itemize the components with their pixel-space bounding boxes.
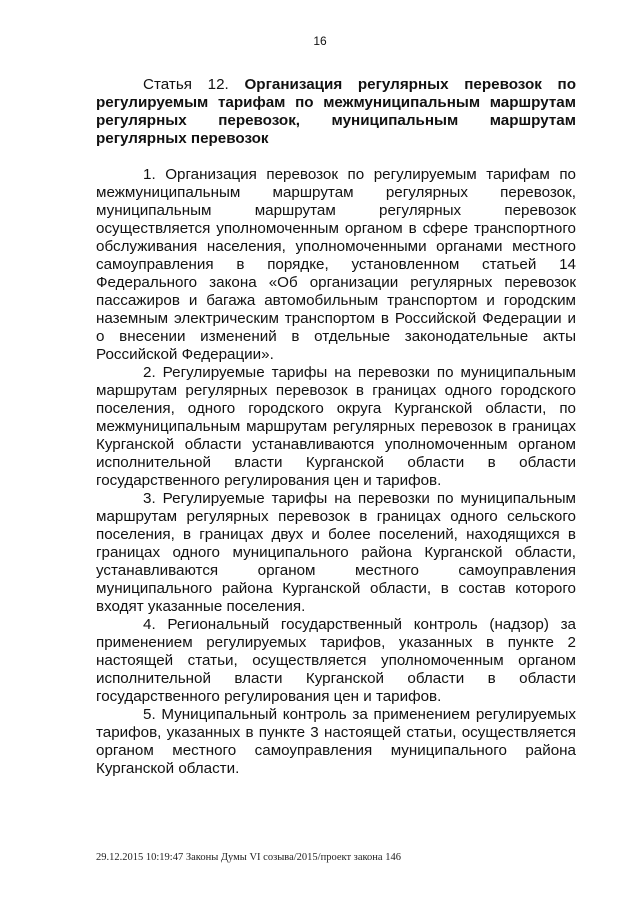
paragraph-2	[96, 364, 576, 490]
paragraph-1	[96, 166, 576, 364]
paragraph-number: 2.	[143, 364, 156, 381]
document-body	[96, 76, 576, 778]
paragraph-text: Региональный государственный контроль (надзор) за применением регулируемых тарифов, указанных в пункте 2 настоящей статьи, осуществляется уполномоченным органом исполнительной власти Курганской области в области государственного регулирования цен и тарифов.	[96, 616, 576, 705]
article-heading	[96, 76, 576, 148]
document-footer: 29.12.2015 10:19:47 Законы Думы VI созыва/2015/проект закона 146	[96, 852, 401, 863]
paragraph-number: 1.	[143, 166, 156, 183]
paragraph-5	[96, 706, 576, 778]
paragraph-text: Регулируемые тарифы на перевозки по муниципальным маршрутам регулярных перевозок в границах одного городского поселения, одного городского округа Курганской области, по межмуниципальным маршрутам регулярных перевозок в границах Курганской области устанавливаются уполномоченным органом исполнительной власти Курганской области в области государственного регулирования цен и тарифов.	[96, 364, 576, 489]
page-number: 16	[313, 34, 327, 48]
paragraph-text: Организация перевозок по регулируемым тарифам по межмуниципальным маршрутам регулярных перевозок, муниципальным маршрутам регулярных перевозок осуществляется уполномоченным органом в сфере транспортного обслуживания населения, уполномоченными органами местного самоуправления в порядке, установленном статьей 14 Федерального закона «Об организации регулярных перевозок пассажиров и багажа автомобильным транспортом и городским наземным электрическим транспортом в Российской Федерации и о внесении изменений в отдельные законодательные акты Российской Федерации».	[96, 166, 576, 363]
paragraph-4	[96, 616, 576, 706]
paragraph-number: 5.	[143, 706, 156, 723]
paragraph-3	[96, 490, 576, 616]
article-title: Организация регулярных перевозок по регулируемым тарифам по межмуниципальным маршрутам регулярных перевозок, муниципальным маршрутам регулярных перевозок	[96, 76, 576, 147]
paragraph-number: 3.	[143, 490, 156, 507]
article-label: Статья 12.	[143, 76, 229, 93]
paragraph-number: 4.	[143, 616, 156, 633]
paragraph-text: Регулируемые тарифы на перевозки по муниципальным маршрутам регулярных перевозок в границах одного сельского поселения, в границах двух и более поселений, находящихся в границах одного муниципального района Курганской области, устанавливаются органом местного самоуправления муниципального района Курганской области, в состав которого входят указанные поселения.	[96, 490, 576, 615]
paragraph-text: Муниципальный контроль за применением регулируемых тарифов, указанных в пункте 3 настоящей статьи, осуществляется органом местного самоуправления муниципального района Курганской области.	[96, 706, 576, 777]
